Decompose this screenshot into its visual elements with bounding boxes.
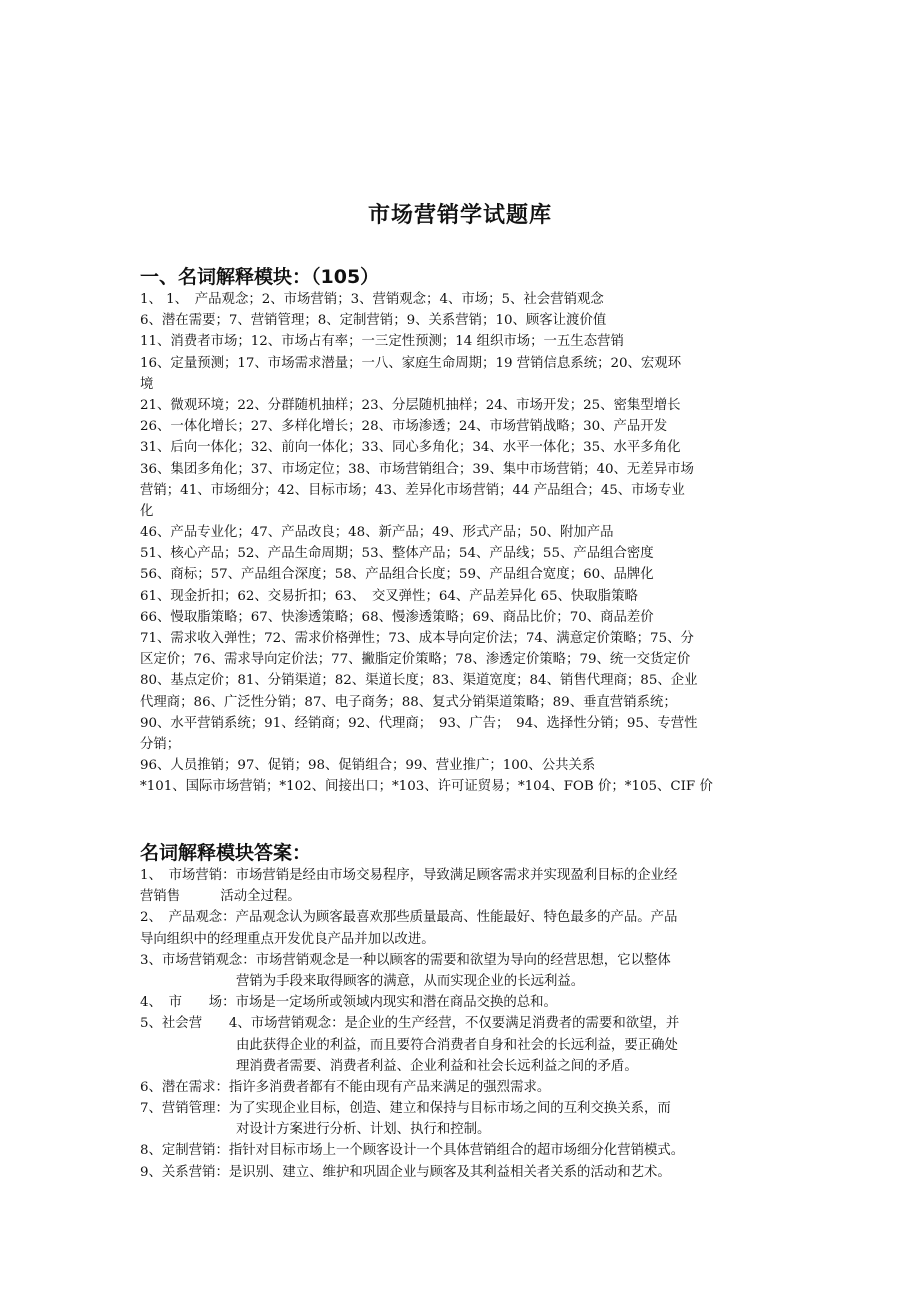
term-line: *101、国际市场营销；*102、间接出口；*103、许可证贸易；*104、FOB 价；*105、CIF 价 bbox=[140, 779, 713, 795]
answer-line: 7、营销管理：为了实现企业目标，创造、建立和保持与目标市场之间的互利交换关系，而 bbox=[140, 1101, 671, 1117]
term-line: 11、消费者市场；12、市场占有率；一三定性预测；14 组织市场；一五生态营销 bbox=[140, 334, 624, 350]
document-title: 市场营销学试题库 bbox=[367, 203, 552, 228]
term-line: 80、基点定价；81、分销渠道；82、渠道长度；83、渠道宽度；84、销售代理商；85、企业 bbox=[140, 673, 698, 689]
answer-item bbox=[140, 950, 785, 992]
section-heading-terms: 一、名词解释模块：（105） bbox=[140, 266, 380, 288]
answer-item bbox=[140, 992, 785, 1013]
answer-item bbox=[140, 1077, 785, 1098]
term-line: 代理商；86、广泛性分销；87、电子商务；88、复式分销渠道策略；89、垂直营销系统； bbox=[140, 694, 677, 710]
answer-line: 导向组织中的经理重点开发优良产品并加以改进。 bbox=[140, 931, 435, 947]
answer-line: 营销售 活动全过程。 bbox=[140, 889, 301, 905]
term-line: 56、商标；57、产品组合深度；58、产品组合长度；59、产品组合宽度；60、品牌化 bbox=[140, 567, 654, 583]
answer-line: 3、市场营销观念：市场营销观念是一种以顾客的需要和欲望为导向的经营思想，它以整体 bbox=[140, 952, 671, 968]
answer-item bbox=[140, 865, 785, 907]
term-line: 26、一体化增长；27、多样化增长；28、市场渗透；24、市场营销战略；30、产品开发 bbox=[140, 419, 668, 435]
term-line: 营销；41、市场细分；42、目标市场；43、差异化市场营销；44 产品组合；45、市场专业 bbox=[140, 482, 685, 498]
term-line: 6、潜在需要；7、营销管理；8、定制营销；9、关系营销；10、顾客让渡价值 bbox=[140, 313, 607, 329]
answer-line: 6、潜在需求：指许多消费者都有不能由现有产品来满足的强烈需求。 bbox=[140, 1079, 551, 1095]
term-line: 31、后向一体化；32、前向一体化；33、同心多角化；34、水平一体化；35、水平多角化 bbox=[140, 440, 681, 456]
answer-item bbox=[140, 1162, 785, 1183]
term-line: 化 bbox=[140, 503, 154, 519]
term-line: 分销； bbox=[140, 736, 181, 752]
answer-line: 8、定制营销：指针对目标市场上一个顾客设计一个具体营销组合的超市场细分化营销模式。 bbox=[140, 1143, 685, 1159]
term-line: 90、水平营销系统；91、经销商；92、代理商； 93、广告； 94、选择性分销；95、专营性 bbox=[140, 715, 698, 731]
answer-item bbox=[140, 1013, 785, 1077]
answer-item bbox=[140, 1098, 785, 1140]
terms-list bbox=[140, 289, 785, 798]
term-line: 21、微观环境；22、分群随机抽样；23、分层随机抽样；24、市场开发；25、密集型增长 bbox=[140, 397, 681, 413]
answer-line: 由此获得企业的利益，而且要符合消费者自身和社会的长远利益，要正确处 bbox=[236, 1037, 678, 1053]
answer-line: 9、关系营销：是识别、建立、维护和巩固企业与顾客及其利益相关者关系的活动和艺术。 bbox=[140, 1164, 671, 1180]
answer-line: 5、社会营 4、市场营销观念：是企业的生产经营，不仅要满足消费者的需要和欲望，并 bbox=[140, 1016, 680, 1032]
term-line: 境 bbox=[140, 376, 154, 392]
answer-item bbox=[140, 1140, 785, 1161]
answer-line: 理消费者需要、消费者利益、企业利益和社会长远利益之间的矛盾。 bbox=[236, 1058, 638, 1074]
answer-line: 4、 市 场：市场是一定场所或领域内现实和潜在商品交换的总和。 bbox=[140, 995, 557, 1011]
term-line: 1、 1、 产品观念；2、市场营销；3、营销观念；4、市场；5、社会营销观念 bbox=[140, 292, 604, 307]
term-line: 46、产品专业化；47、产品改良；48、新产品；49、形式产品；50、附加产品 bbox=[140, 525, 614, 541]
term-line: 96、人员推销；97、促销；98、促销组合；99、营业推广；100、公共关系 bbox=[140, 758, 596, 774]
answer-line: 营销为手段来取得顾客的满意，从而实现企业的长远利益。 bbox=[236, 973, 585, 989]
answer-item bbox=[140, 907, 785, 949]
term-line: 71、需求收入弹性；72、需求价格弹性；73、成本导向定价法；74、满意定价策略；75、分 bbox=[140, 631, 694, 646]
answer-line: 对设计方案进行分析、计划、执行和控制。 bbox=[236, 1122, 491, 1138]
term-line: 区定价；76、需求导向定价法；77、撇脂定价策略；78、渗透定价策略；79、统一交货定价 bbox=[140, 652, 691, 668]
term-line: 36、集团多角化；37、市场定位；38、市场营销组合；39、集中市场营销；40、无差异市场 bbox=[140, 461, 694, 477]
term-line: 61、现金折扣；62、交易折扣；63、 交叉弹性；64、产品差异化 65、快取脂策略 bbox=[140, 588, 638, 604]
term-line: 66、慢取脂策略；67、快渗透策略；68、慢渗透策略；69、商品比价；70、商品差价 bbox=[140, 609, 654, 625]
answer-line: 2、 产品观念：产品观念认为顾客最喜欢那些质量最高、性能最好、特色最多的产品。产品 bbox=[140, 910, 678, 926]
answer-line: 1、 市场营销：市场营销是经由市场交易程序，导致满足顾客需求并实现盈利目标的企业经 bbox=[140, 868, 678, 883]
answers-list bbox=[140, 865, 785, 1183]
term-line: 16、定量预测；17、市场需求潜量；一八、家庭生命周期；19 营销信息系统；20、宏观环 bbox=[140, 355, 682, 371]
term-line: 51、核心产品；52、产品生命周期；53、整体产品；54、产品线；55、产品组合密度 bbox=[140, 546, 654, 562]
section-heading-answers: 名词解释模块答案： bbox=[140, 842, 312, 864]
